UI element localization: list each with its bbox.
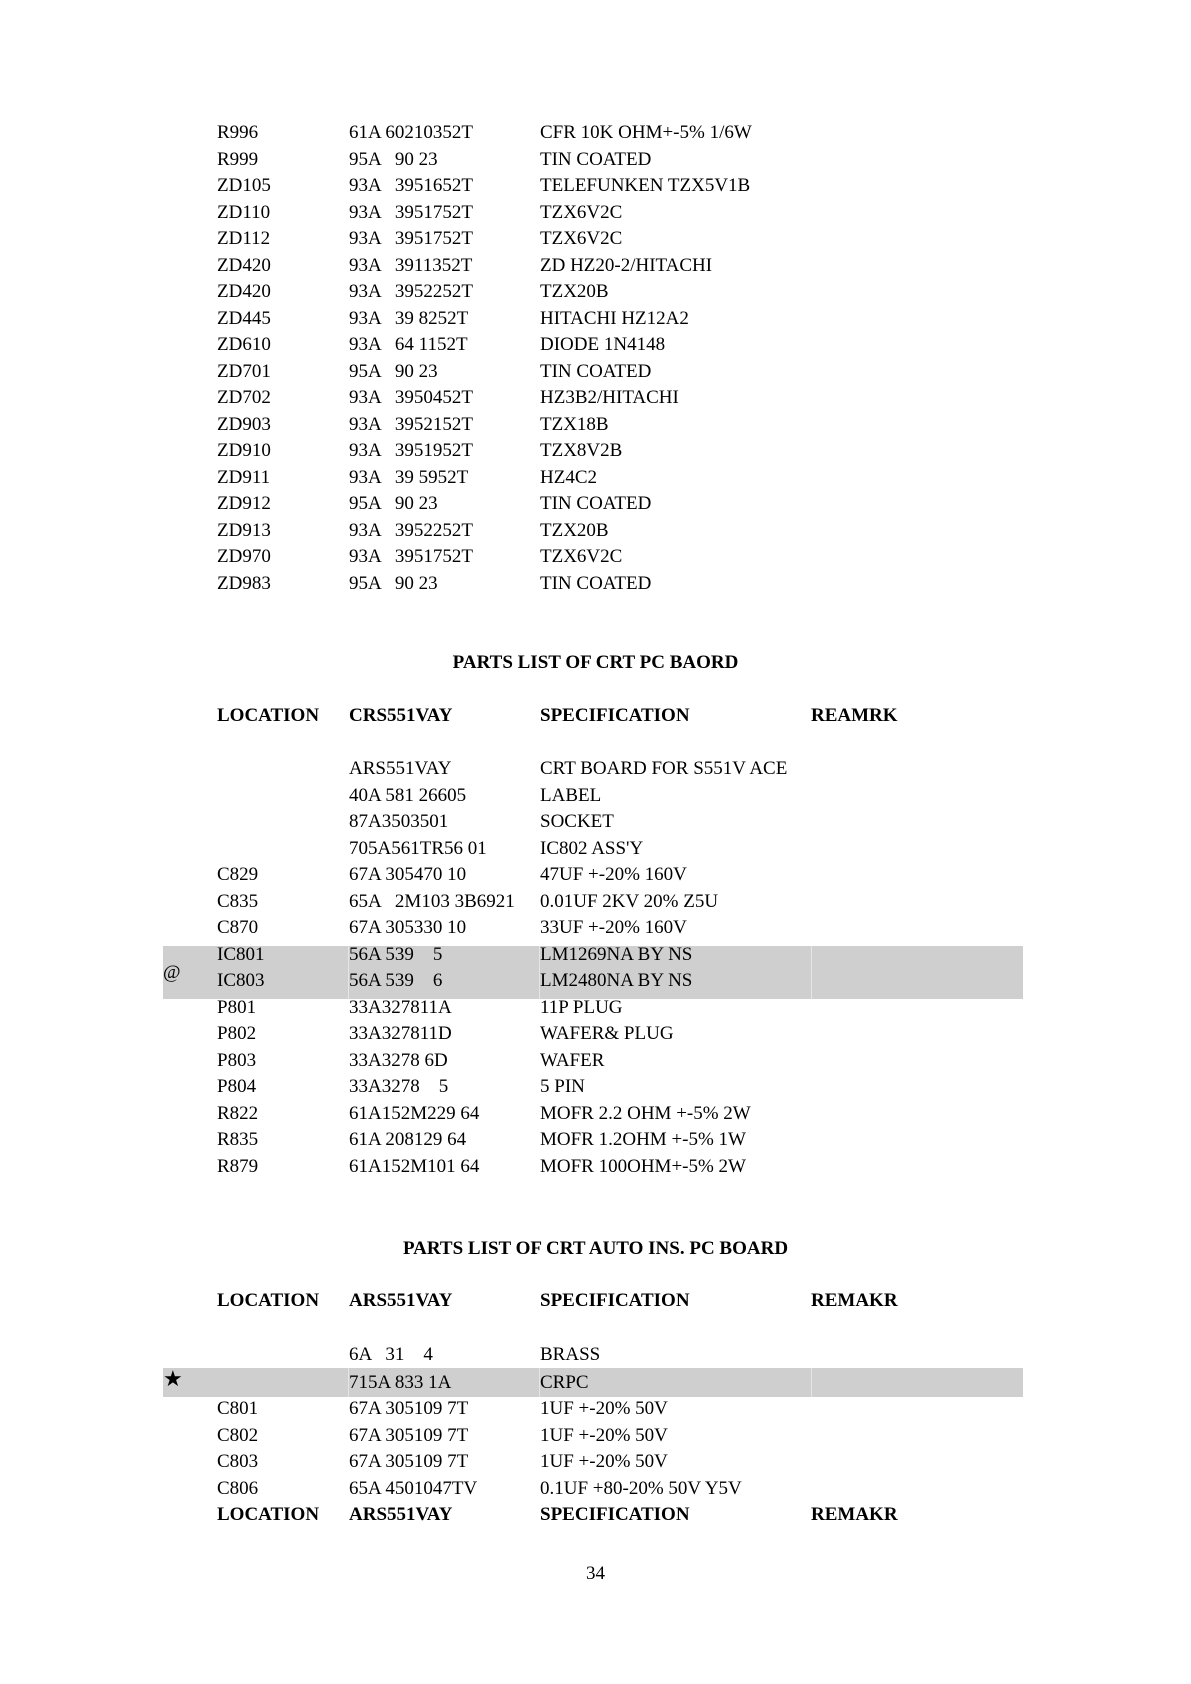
list-item: R999 95A 90 23 TIN COATED <box>217 148 652 170</box>
table-row: ARS551VAY CRT BOARD FOR S551V ACE <box>349 758 788 779</box>
list-item: ZD610 93A 64 1152T DIODE 1N4148 <box>217 334 666 355</box>
table-row: C802 67A 305109 7T 1UF +-20% 50V <box>217 1424 668 1446</box>
list-item: ZD110 93A 3951752T TZX6V2C <box>217 201 623 223</box>
table-row: 40A 581 26605 LABEL <box>349 784 602 806</box>
table-row: C870 67A 305330 10 33UF +-20% 160V <box>217 917 687 938</box>
change-marker-icon: @ <box>163 962 181 983</box>
table-row: 705A561TR56 01 IC802 ASS'Y <box>349 837 644 859</box>
table-row: IC801 56A 539 5 LM1269NA BY NS <box>217 943 693 965</box>
list-item: ZD911 93A 39 5952T HZ4C2 <box>217 466 597 488</box>
table-row: C801 67A 305109 7T 1UF +-20% 50V <box>217 1398 668 1419</box>
list-item: ZD983 95A 90 23 TIN COATED <box>217 572 652 594</box>
table-row: C835 65A 2M103 3B6921 0.01UF 2KV 20% Z5U <box>217 890 719 912</box>
table-row: P801 33A327811A 11P PLUG <box>217 996 623 1018</box>
list-item: ZD445 93A 39 8252T HITACHI HZ12A2 <box>217 307 689 329</box>
table-header: LOCATION ARS551VAY SPECIFICATION REMAKR <box>217 1504 898 1525</box>
table-row: C829 67A 305470 10 47UF +-20% 160V <box>217 864 687 885</box>
table-row: R835 61A 208129 64 MOFR 1.2OHM +-5% 1W <box>217 1129 746 1150</box>
table-row: P803 33A3278 6D WAFER <box>217 1049 605 1071</box>
table-header: LOCATION CRS551VAY SPECIFICATION REAMRK <box>217 705 898 726</box>
table-row: IC803 56A 539 6 LM2480NA BY NS <box>217 970 693 991</box>
table-row: 87A3503501 SOCKET <box>349 811 614 832</box>
list-item: ZD910 93A 3951952T TZX8V2B <box>217 440 623 461</box>
list-item: ZD903 93A 3952152T TZX18B <box>217 413 609 435</box>
star-icon: ★ <box>163 1367 183 1392</box>
page-number: 34 <box>586 1563 605 1584</box>
table-row: P804 33A3278 5 5 PIN <box>217 1076 585 1097</box>
table-row: C803 67A 305109 7T 1UF +-20% 50V <box>217 1451 668 1472</box>
list-item: ZD112 93A 3951752T TZX6V2C <box>217 228 623 249</box>
list-item: ZD701 95A 90 23 TIN COATED <box>217 360 652 382</box>
section-title: PARTS LIST OF CRT AUTO INS. PC BOARD <box>402 1238 789 1259</box>
list-item: ZD913 93A 3952252T TZX20B <box>217 519 609 541</box>
list-item: ZD912 95A 90 23 TIN COATED <box>217 493 652 514</box>
list-item: R996 61A 60210352T CFR 10K OHM+-5% 1/6W <box>217 122 752 143</box>
list-item: ZD420 93A 3952252T TZX20B <box>217 281 609 302</box>
table-header: LOCATION ARS551VAY SPECIFICATION REMAKR <box>217 1290 898 1311</box>
table-row: R879 61A152M101 64 MOFR 100OHM+-5% 2W <box>217 1155 746 1177</box>
table-row: P802 33A327811D WAFER& PLUG <box>217 1023 674 1044</box>
list-item: ZD702 93A 3950452T HZ3B2/HITACHI <box>217 387 679 408</box>
table-row: 6A 31 4 BRASS <box>349 1344 601 1365</box>
list-item: ZD420 93A 3911352T ZD HZ20-2/HITACHI <box>217 254 713 276</box>
table-row: 715A 833 1A CRPC <box>349 1372 589 1393</box>
list-item: ZD970 93A 3951752T TZX6V2C <box>217 546 623 567</box>
list-item: ZD105 93A 3951652T TELEFUNKEN TZX5V1B <box>217 175 751 196</box>
section-title: PARTS LIST OF CRT PC BAORD <box>452 652 739 673</box>
table-row: C806 65A 4501047TV 0.1UF +80-20% 50V Y5V <box>217 1477 742 1499</box>
table-row: R822 61A152M229 64 MOFR 2.2 OHM +-5% 2W <box>217 1102 751 1124</box>
